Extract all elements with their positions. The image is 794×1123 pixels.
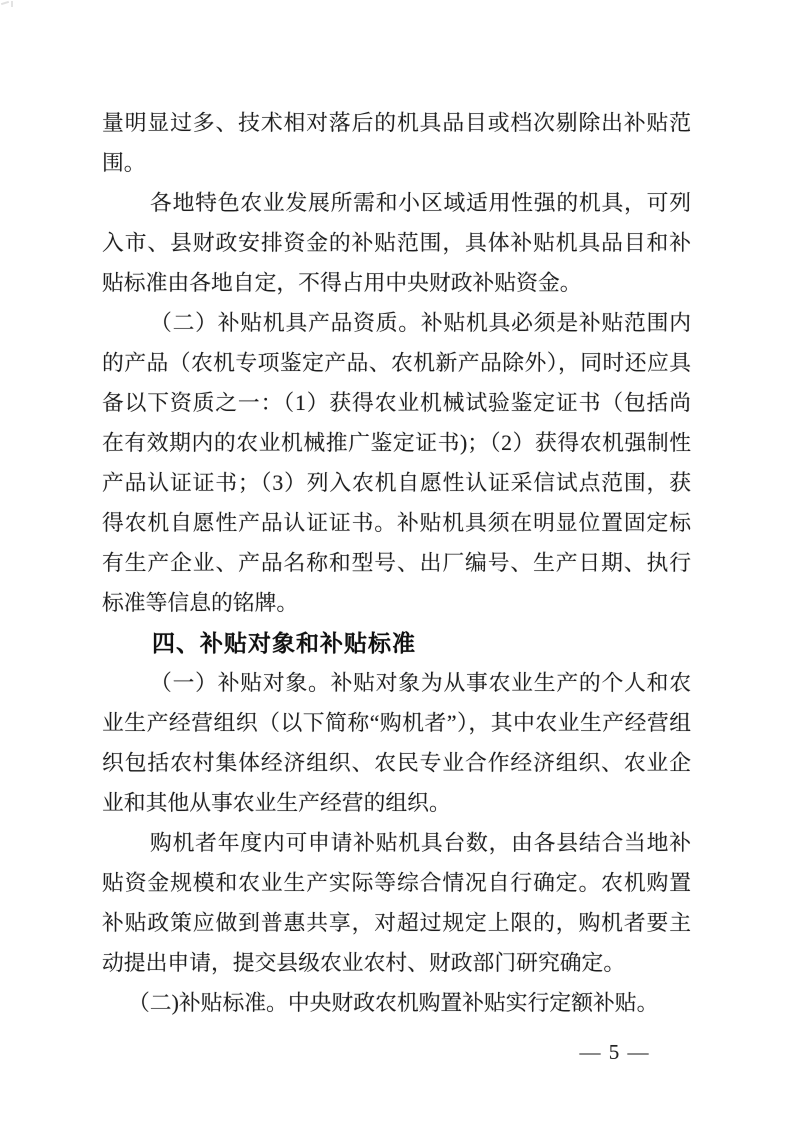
page-number: — 5 — — [579, 1040, 650, 1064]
doc-line: 在有效期内的农业机械推广鉴定证书)；（2）获得农机强制性 — [102, 431, 691, 455]
doc-line: （二)补贴标准。中央财政农机购置补贴实行定额补贴。 — [128, 991, 659, 1015]
doc-line: （一）补贴对象。补贴对象为从事农业生产的个人和农 — [150, 671, 691, 695]
doc-line: 各地特色农业发展所需和小区域适用性强的机具，可列 — [150, 191, 691, 215]
doc-line: 贴资金规模和农业生产实际等综合情况自行确定。农机购置 — [102, 871, 691, 895]
doc-line: （二）补贴机具产品资质。补贴机具必须是补贴范围内 — [150, 311, 691, 335]
doc-line: 业和其他从事农业生产经营的组织。 — [102, 791, 451, 815]
doc-line: 动提出申请，提交县级农业农村、财政部门研究确定。 — [102, 951, 626, 975]
doc-line: 贴标准由各地自定，不得占用中央财政补贴资金。 — [102, 271, 582, 295]
doc-line: 得农机自愿性产品认证证书。补贴机具须在明显位置固定标 — [102, 511, 691, 535]
doc-line: 标准等信息的铭牌。 — [102, 591, 299, 615]
section-heading: 四、补贴对象和补贴标准 — [152, 630, 416, 656]
doc-line: 补贴政策应做到普惠共享，对超过规定上限的，购机者要主 — [102, 911, 691, 935]
doc-line: 有生产企业、产品名称和型号、出厂编号、生产日期、执行 — [102, 551, 691, 575]
document-body — [102, 103, 691, 1023]
doc-line: 产品认证证书；（3）列入农机自愿性认证采信试点范围，获 — [102, 471, 691, 495]
doc-line: 量明显过多、技术相对落后的机具品目或档次剔除出补贴范 — [102, 111, 691, 135]
doc-line: 购机者年度内可申请补贴机具台数，由各县结合当地补 — [150, 831, 691, 855]
doc-line: 备以下资质之一：（1）获得农业机械试验鉴定证书（包括尚 — [102, 391, 691, 415]
doc-line: 围。 — [102, 151, 146, 175]
doc-line: 织包括农村集体经济组织、农民专业合作经济组织、农业企 — [102, 751, 691, 775]
doc-line: 的产品（农机专项鉴定产品、农机新产品除外），同时还应具 — [102, 351, 691, 375]
scan-artifact-mark — [1, 1, 15, 10]
doc-line: 入市、县财政安排资金的补贴范围，具体补贴机具品目和补 — [102, 231, 691, 255]
doc-line: 业生产经营组织（以下简称“购机者”），其中农业生产经营组 — [102, 711, 691, 735]
